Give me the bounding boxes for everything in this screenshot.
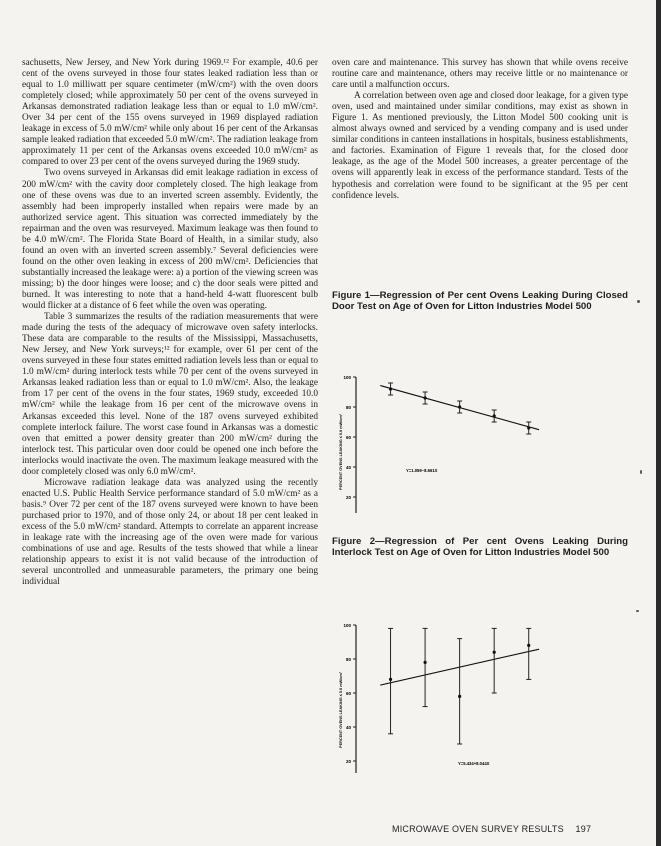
page-number: 197	[575, 824, 592, 834]
y-tick-label: 100	[343, 374, 351, 380]
scan-speck	[640, 470, 642, 474]
data-point	[493, 650, 496, 653]
data-point	[527, 426, 530, 429]
y-axis-label: PERCENT OVENS LEAKING ≤ 5.0 mW/cm²	[339, 413, 343, 490]
scan-speck	[636, 610, 639, 612]
y-tick-label: 40	[345, 724, 351, 730]
regression-equation: Y=1.059−8.661X	[406, 467, 438, 473]
figure-2-plot	[332, 559, 628, 773]
data-point	[527, 644, 530, 647]
paragraph: sachusetts, New Jersey, and New York during 1969.¹² For example, 40.6 per cent of the ovens surveyed in those four states leaked radiation less than or equal to 1.0 milliwatt per square centimeter (mW/cm²) with the oven doors completely closed; while approximately 50 per cent of the ovens surveyed in Arkansas demonstrated radiation leakage less than or equal to 1.0 mW/cm². Over 34 per cent of the 155 ovens surveyed in 1969 displayed radiation leakage in excess of 5.0 mW/cm² while only about 16 per cent of the Arkansas sample leaked radiation that exceeded 5.0 mW/cm². The radiation leakage from approximately 11 per cent of the Arkansas ovens exceeded 10.0 mW/cm² as compared to over 23 per cent of the ovens surveyed during the 1969 study.	[22, 58, 318, 168]
data-point	[493, 414, 496, 417]
regression-equation: Y=5.434+8.044X	[458, 760, 490, 766]
data-point	[389, 678, 392, 681]
scan-edge	[656, 0, 661, 846]
running-head: MICROWAVE OVEN SURVEY RESULTS	[392, 824, 564, 834]
y-tick-label: 60	[345, 690, 351, 696]
data-point	[458, 695, 461, 698]
figure-1	[332, 290, 628, 518]
figure-2	[332, 536, 628, 778]
paragraph: Microwave radiation leakage data was analyzed using the recently enacted U.S. Public Health Service performance standard of 5.0 mW/cm² as a basis.⁹ Over 72 per cent of the 187 ovens surveyed were known to have been purchased prior to 1970, and of those only 24, or about 18 per cent leaked in excess of the 5.0 mW/cm² standard. Attempts to correlate an apparent increase in leakage rate with the increasing age of the oven were made for various combinations of use and age. Results of the tests showed that while a linear relationship appears to exist it is not valid because of the introduction of several uncontrolled and unmeasurable parameters, the primary one being individual	[22, 477, 318, 588]
data-point	[458, 405, 461, 408]
y-axis-label: PERCENT OVENS LEAKING ≤ 5.0 mW/cm²	[339, 671, 343, 748]
data-point	[423, 661, 426, 664]
y-tick-label: 20	[345, 494, 351, 500]
left-column	[22, 58, 318, 588]
y-tick-label: 100	[343, 622, 351, 628]
paragraph: Table 3 summarizes the results of the radiation measurements that were made during the tests of the adequacy of microwave oven safety interlocks. These data are comparable to the results of the Mississippi, Massachusetts, New Jersey, and New York surveys;¹² for example, over 61 per cent of the ovens surveyed in these four states emitted radiation levels less than or equal to 1.0 mW/cm² during interlock tests while 70 per cent of the ovens surveyed in Arkansas leaked radiation less than or equal to 1.0 mW/cm². Also, the leakage from 17 per cent of the ovens in the four states, 1969 study, exceeded 10.0 mW/cm² while the leakage from 16 per cent of the microwave ovens in Arkansas exceeded this level. None of the 187 ovens surveyed exhibited complete interlock failure. The worst case found in Arkansas was a domestic oven that emitted a power density greater than 200 mW/cm² during the interlock test. This particular oven door could be opened one inch before the interlocks would inactivate the oven. The maximum leakage measured with the door completely closed was only 6.0 mW/cm².	[22, 312, 318, 477]
y-tick-label: 40	[345, 464, 351, 470]
y-tick-label: 60	[345, 434, 351, 440]
data-point	[389, 387, 392, 390]
figure-2-caption: Figure 2—Regression of Per cent Ovens Leaking During Interlock Test on Age of Oven for Litton Industries Model 500	[332, 536, 628, 559]
y-tick-label: 20	[345, 758, 351, 764]
paragraph: oven care and maintenance. This survey has shown that while ovens receive routine care and maintenance, others may receive little or no maintenance or care until a malfunction occurs.	[332, 58, 628, 91]
figure-1-plot	[332, 313, 628, 513]
paragraph: A correlation between oven age and closed door leakage, for a given type oven, used and maintained under similar conditions, may exist as shown in Figure 1. As mentioned previously, the Litton Model 500 cooking unit is almost always owned and serviced by a vending company and is used under similar conditions in canteen installations in hospitals, business establishments, and factories. Examination of Figure 1 reveals that, for the closed door leakage, as the age of the Model 500 increases, a greater percentage of the ovens will apparently leak in excess of the performance standard. Tests of the hypothesis and correlation were found to be significant at the 95 per cent confidence levels.	[332, 91, 628, 201]
figure-1-caption: Figure 1—Regression of Per cent Ovens Leaking During Closed Door Test on Age of Oven for Litton Industries Model 500	[332, 290, 628, 313]
right-column	[332, 58, 628, 766]
y-tick-label: 80	[345, 656, 351, 662]
page-footer	[392, 824, 600, 834]
scan-speck	[637, 300, 640, 303]
y-tick-label: 80	[345, 404, 351, 410]
data-point	[423, 396, 426, 399]
paragraph: Two ovens surveyed in Arkansas did emit leakage radiation in excess of 200 mW/cm² with the cavity door completely closed. The high leakage from one of these ovens was due to an inverted screen assembly. Evidently, the assembly had been improperly installed when repairs were made by an authorized service agent. This situation was corrected immediately by the repairman and the oven was resurveyed. Maximum leakage was then found to be 4.0 mW/cm². The Florida State Board of Health, in a similar study, also found an oven with an inverted screen assembly.⁷ Several deficiencies were found on the other oven leaking in excess of 200 mW/cm². Deficiencies that substantially increased the leakage were: a) a portion of the viewing screen was missing; b) the door hinges were loose; and c) the door seals were pitted and burned. It was interesting to note that a hand-held 4-watt fluorescent bulb would flicker at a distance of 6 feet while the oven was operating.	[22, 168, 318, 312]
